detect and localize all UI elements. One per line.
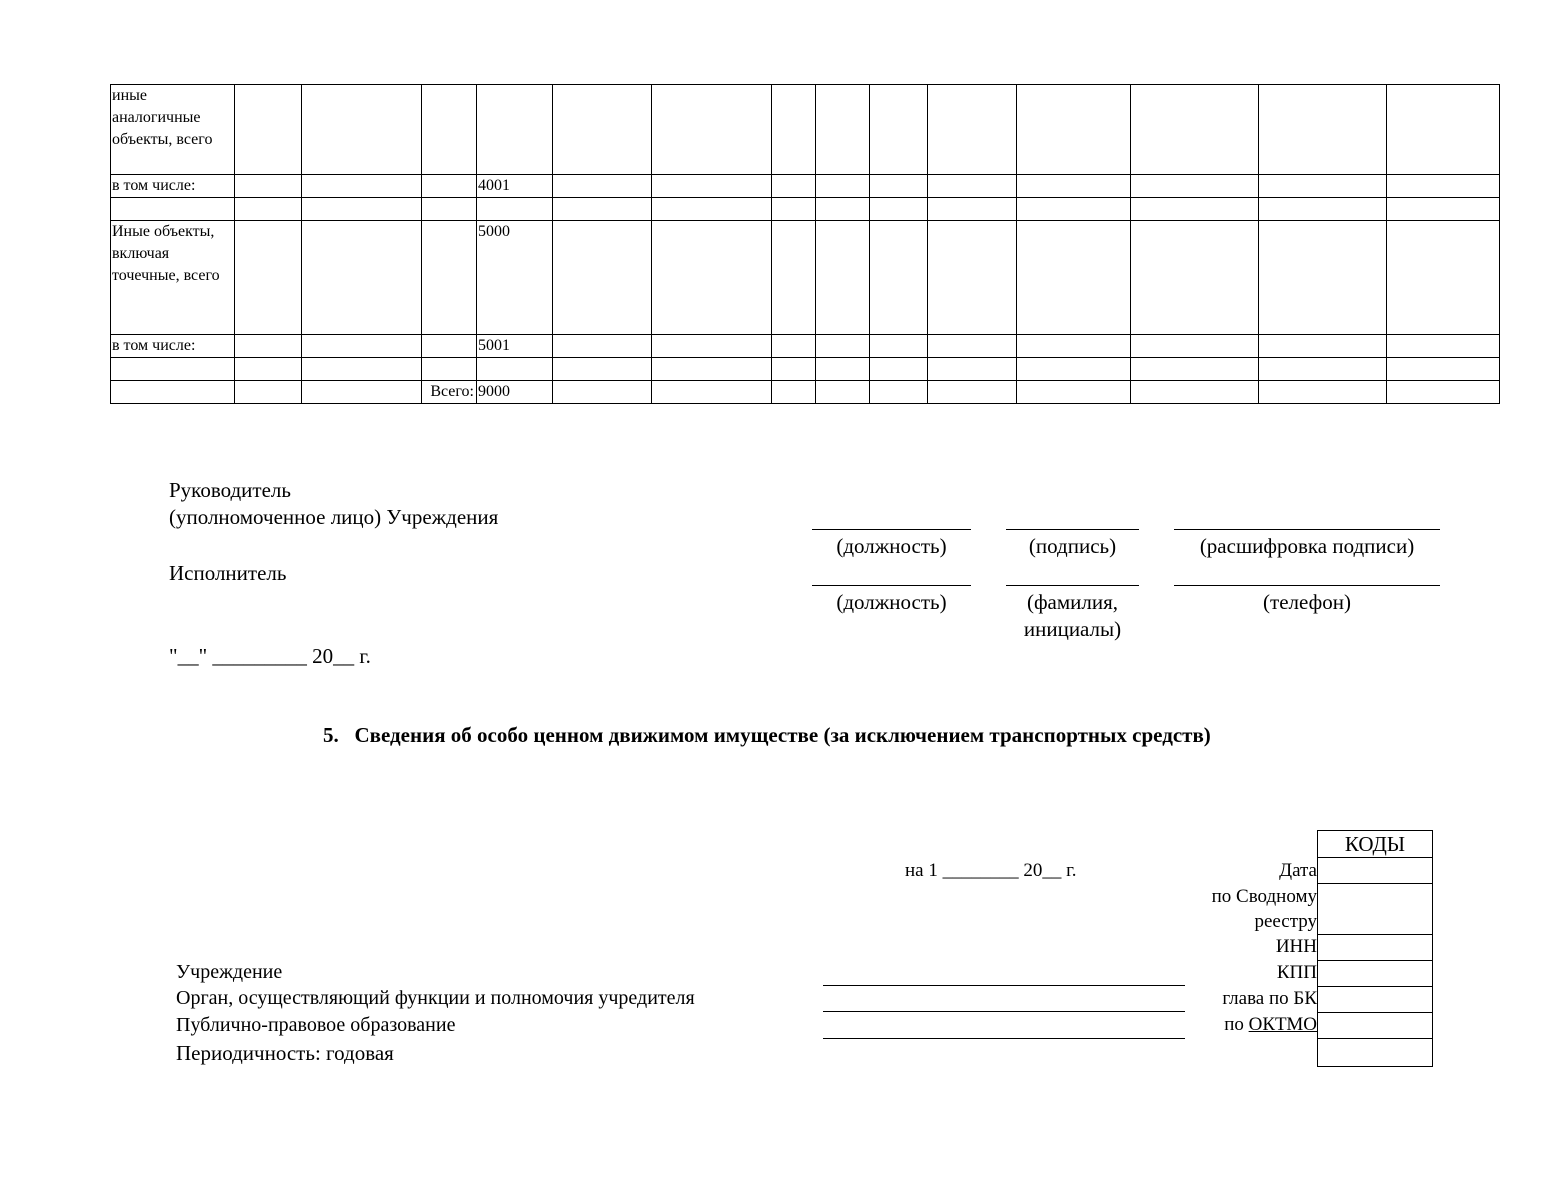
row-total-label-cell [422, 198, 477, 221]
as-of-date: на 1 ________ 20__ г. [905, 860, 1077, 881]
table-cell [235, 175, 302, 198]
caption-position-2: (должность) [836, 590, 947, 614]
table-cell [772, 358, 816, 381]
table-cell [1131, 198, 1259, 221]
row-name-cell [111, 198, 235, 221]
table-cell [652, 85, 772, 175]
table-cell [1131, 221, 1259, 335]
table-cell [652, 358, 772, 381]
table-cell [816, 335, 870, 358]
head-position-line [812, 529, 971, 530]
table-cell [235, 198, 302, 221]
table-cell [1131, 175, 1259, 198]
table-cell [235, 381, 302, 404]
executor-phone-line [1174, 585, 1440, 586]
row-total-label-cell [422, 175, 477, 198]
table-row [111, 221, 1500, 335]
date-line: "__" _________ 20__ г. [169, 644, 371, 668]
table-cell [553, 381, 652, 404]
table-cell [302, 381, 422, 404]
head-decoding-line [1174, 529, 1440, 530]
periodicity-label: Периодичность: годовая [176, 1041, 394, 1065]
label-date: Дата [1279, 860, 1317, 881]
table-cell [1387, 381, 1500, 404]
table-cell [772, 221, 816, 335]
label-registry-2: реестру [1254, 911, 1317, 932]
table-cell [1259, 335, 1387, 358]
head-signature-line [1006, 529, 1139, 530]
row-name-cell: иные аналогичные объекты, всего [111, 85, 235, 175]
table-cell [302, 198, 422, 221]
row-code-cell: 4001 [477, 175, 553, 198]
table-cell [870, 85, 928, 175]
table-cell [928, 381, 1017, 404]
table-cell [553, 358, 652, 381]
table-cell [1259, 381, 1387, 404]
code-date-cell [1318, 858, 1433, 884]
table-cell [1017, 221, 1131, 335]
executor-name-line [1006, 585, 1139, 586]
caption-signature: (подпись) [1028, 534, 1117, 558]
caption-name: (фамилия, инициалы) [1023, 590, 1122, 641]
executor-label: Исполнитель [169, 561, 287, 585]
head-label-line1: Руководитель [169, 478, 291, 502]
row-code-cell: 9000 [477, 381, 553, 404]
section-5-title: 5. Сведения об особо ценном движимом имуществе (за исключением транспортных средств) [323, 723, 1211, 747]
table-cell [1387, 335, 1500, 358]
table-row [111, 85, 1500, 175]
table-cell [1017, 381, 1131, 404]
table-cell [928, 358, 1017, 381]
row-name-cell: в том числе: [111, 335, 235, 358]
table-cell [870, 358, 928, 381]
codes-table [1317, 830, 1433, 1067]
row-name-cell: Иные объекты, включая точечные, всего [111, 221, 235, 335]
row-code-cell [477, 358, 553, 381]
table-cell [652, 175, 772, 198]
table-cell [553, 85, 652, 175]
table-cell [928, 198, 1017, 221]
table-cell [652, 221, 772, 335]
table-cell [1017, 358, 1131, 381]
table-cell [870, 381, 928, 404]
row-code-cell: 5001 [477, 335, 553, 358]
label-kpp: КПП [1276, 962, 1317, 983]
table-cell [1387, 221, 1500, 335]
table-cell [235, 221, 302, 335]
table-cell [302, 221, 422, 335]
table-cell [302, 85, 422, 175]
objects-table [110, 84, 1500, 404]
table-cell [652, 335, 772, 358]
table-cell [1017, 85, 1131, 175]
table-cell [1387, 198, 1500, 221]
table-cell [235, 358, 302, 381]
table-cell [1259, 198, 1387, 221]
caption-phone: (телефон) [1263, 590, 1351, 614]
table-row [111, 358, 1500, 381]
label-inn: ИНН [1275, 936, 1317, 957]
table-cell [553, 198, 652, 221]
table-cell [928, 85, 1017, 175]
table-cell [1259, 358, 1387, 381]
row-name-cell [111, 381, 235, 404]
label-oktmo: по ОКТМО [1224, 1014, 1317, 1035]
public-entity-label: Публично-правовое образование [176, 1014, 456, 1036]
table-row [111, 335, 1500, 358]
executor-position-line [812, 585, 971, 586]
table-cell [816, 358, 870, 381]
table-cell [1387, 175, 1500, 198]
table-cell [816, 175, 870, 198]
table-cell [1017, 175, 1131, 198]
table-cell [302, 358, 422, 381]
table-cell [1387, 85, 1500, 175]
row-code-cell [477, 85, 553, 175]
table-cell [870, 198, 928, 221]
public-entity-line [823, 1038, 1185, 1039]
table-cell [772, 85, 816, 175]
table-cell [870, 221, 928, 335]
table-row [111, 381, 1500, 404]
row-total-label-cell [422, 85, 477, 175]
table-cell [870, 335, 928, 358]
table-cell [772, 198, 816, 221]
row-total-label-cell: Всего: [422, 381, 477, 404]
table-cell [1131, 85, 1259, 175]
table-cell [652, 198, 772, 221]
head-label-line2: (уполномоченное лицо) Учреждения [169, 505, 499, 529]
institution-line [823, 985, 1185, 986]
table-cell [816, 381, 870, 404]
table-cell [1131, 381, 1259, 404]
row-code-cell: 5000 [477, 221, 553, 335]
table-cell [1387, 358, 1500, 381]
caption-decoding: (расшифровка подписи) [1199, 534, 1415, 558]
table-cell [928, 221, 1017, 335]
table-cell [1259, 85, 1387, 175]
table-cell [816, 221, 870, 335]
founder-label: Орган, осуществляющий функции и полномочия учредителя [176, 987, 695, 1009]
table-cell [235, 335, 302, 358]
table-cell [1259, 221, 1387, 335]
founder-line [823, 1011, 1185, 1012]
row-total-label-cell [422, 335, 477, 358]
table-row [111, 198, 1500, 221]
code-kpp-cell [1318, 961, 1433, 987]
table-cell [1131, 335, 1259, 358]
row-code-cell [477, 198, 553, 221]
code-periodicity-cell [1318, 1039, 1433, 1067]
row-total-label-cell [422, 358, 477, 381]
code-oktmo-cell [1318, 1013, 1433, 1039]
caption-position-1: (должность) [836, 534, 947, 558]
table-cell [235, 85, 302, 175]
table-cell [553, 335, 652, 358]
table-cell [652, 381, 772, 404]
table-cell [302, 175, 422, 198]
row-name-cell: в том числе: [111, 175, 235, 198]
table-cell [553, 221, 652, 335]
table-cell [302, 335, 422, 358]
table-cell [816, 198, 870, 221]
table-cell [928, 335, 1017, 358]
table-cell [553, 175, 652, 198]
codes-header: КОДЫ [1318, 831, 1433, 858]
row-total-label-cell [422, 221, 477, 335]
table-cell [928, 175, 1017, 198]
label-bk: глава по БК [1222, 988, 1317, 1009]
row-name-cell [111, 358, 235, 381]
table-cell [870, 175, 928, 198]
label-registry-1: по Сводному [1211, 886, 1317, 907]
code-registry-cell [1318, 884, 1433, 935]
table-cell [1017, 198, 1131, 221]
table-cell [772, 381, 816, 404]
table-cell [1017, 335, 1131, 358]
table-cell [1259, 175, 1387, 198]
code-bk-cell [1318, 987, 1433, 1013]
table-cell [1131, 358, 1259, 381]
table-cell [816, 85, 870, 175]
table-row [111, 175, 1500, 198]
table-cell [772, 335, 816, 358]
table-cell [772, 175, 816, 198]
code-inn-cell [1318, 935, 1433, 961]
institution-label: Учреждение [176, 961, 283, 983]
